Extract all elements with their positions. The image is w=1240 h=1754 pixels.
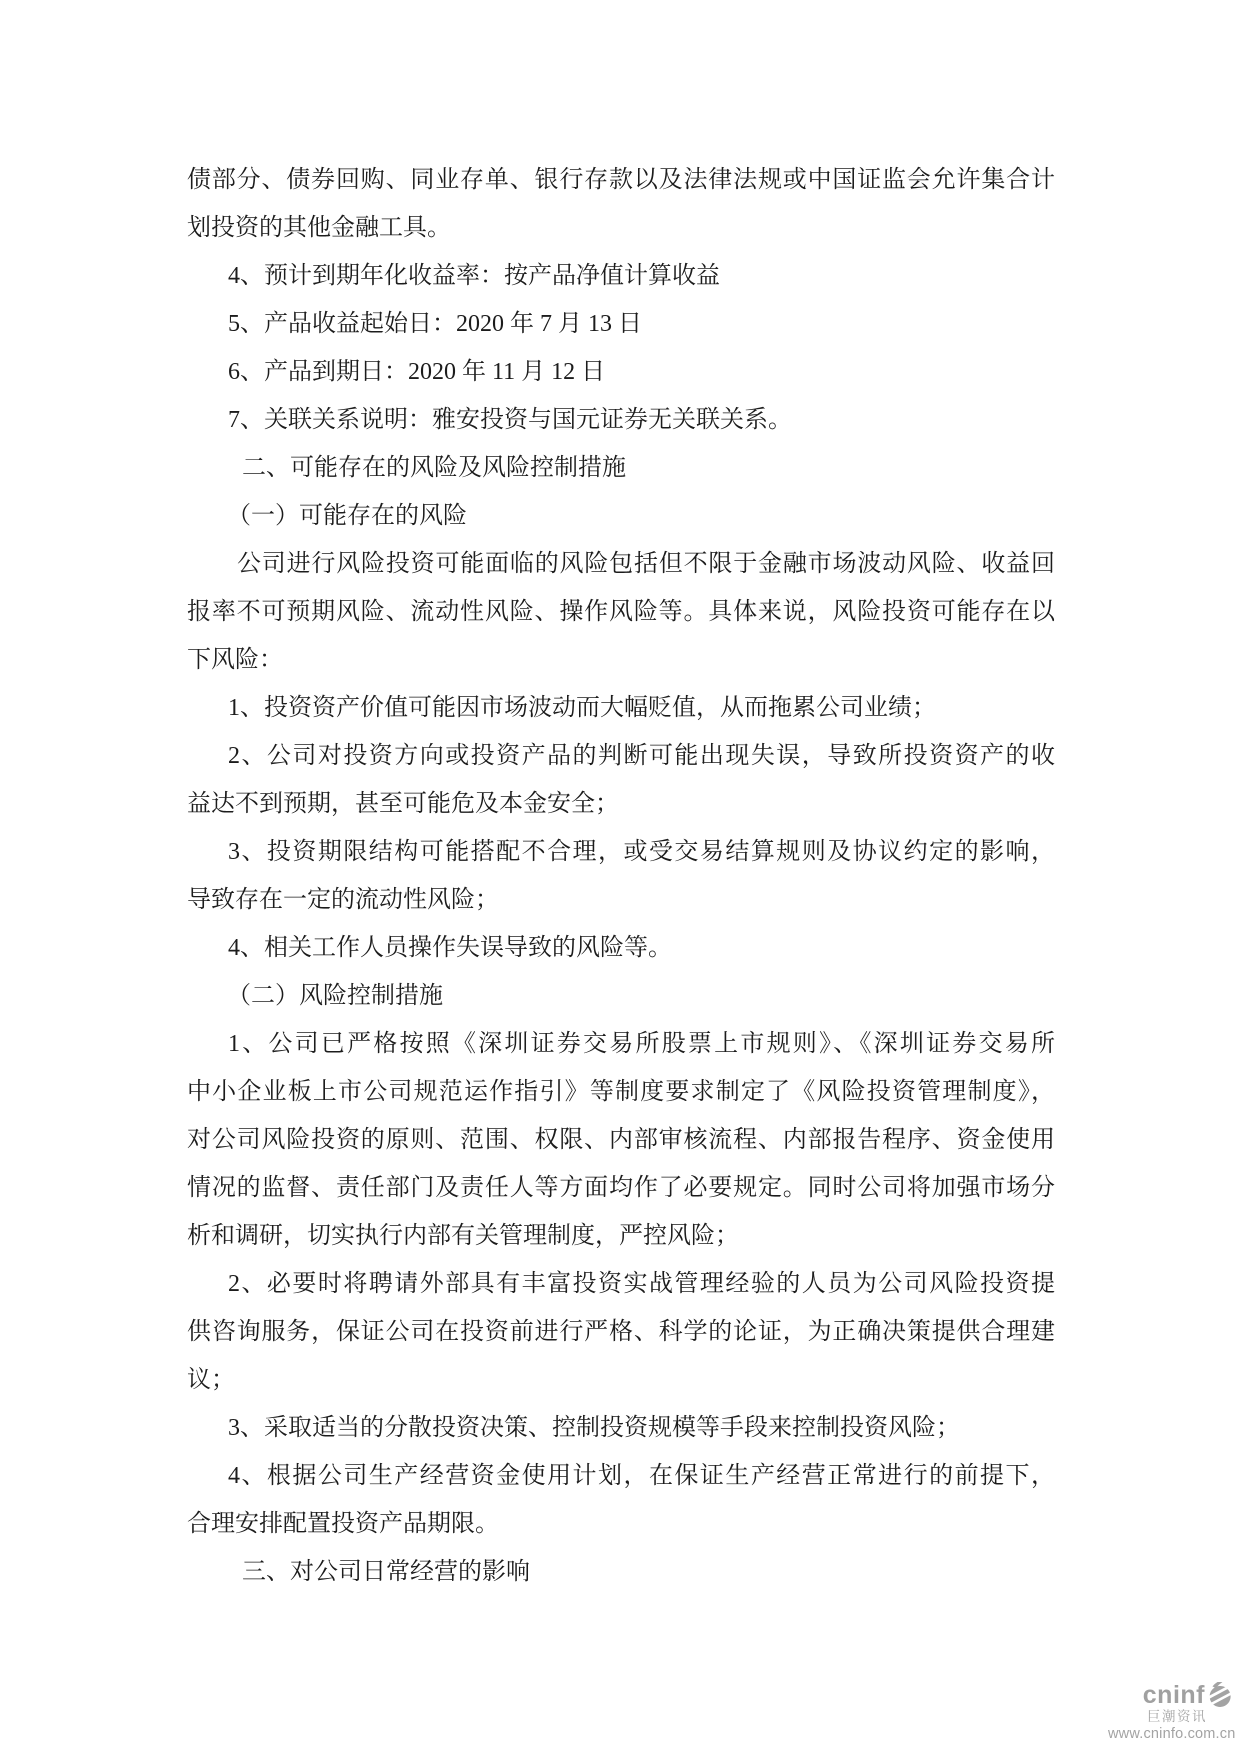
text-line: 对公司风险投资的原则、范围、权限、内部审核流程、内部报告程序、资金使用 — [187, 1127, 1055, 1153]
paragraph — [187, 828, 1055, 924]
text-line: 三、对公司日常经营的影响 — [242, 1559, 530, 1585]
paragraph — [187, 732, 1055, 828]
text-line: 合理安排配置投资产品期限。 — [187, 1511, 499, 1537]
text-line: 4、相关工作人员操作失误导致的风险等。 — [228, 935, 672, 961]
text-line: 1、公司已严格按照《深圳证券交易所股票上市规则》、《深圳证券交易所 — [228, 1031, 1055, 1057]
text-line: 报率不可预期风险、流动性风险、操作风险等。具体来说，风险投资可能存在以 — [187, 599, 1055, 625]
text-line: 议； — [187, 1367, 235, 1393]
paragraph — [187, 1452, 1055, 1548]
text-line: 3、采取适当的分散投资决策、控制投资规模等手段来控制投资风险； — [228, 1415, 960, 1441]
text-line: 3、投资期限结构可能搭配不合理，或受交易结算规则及协议约定的影响， — [228, 839, 1055, 865]
text-line: 导致存在一定的流动性风险； — [187, 887, 499, 913]
text-line: 益达不到预期，甚至可能危及本金安全； — [187, 791, 619, 817]
paragraph — [187, 396, 1055, 444]
text-line: 4、预计到期年化收益率：按产品净值计算收益 — [228, 263, 720, 289]
text-line: 下风险： — [187, 647, 283, 673]
text-line: 5、产品收益起始日：2020 年 7 月 13 日 — [228, 311, 642, 337]
text-line: 二、可能存在的风险及风险控制措施 — [242, 455, 626, 481]
cninfo-globe-icon — [1208, 1682, 1234, 1708]
text-line: （二）风险控制措施 — [227, 983, 443, 1009]
paragraph — [187, 252, 1055, 300]
text-line: 划投资的其他金融工具。 — [187, 215, 451, 241]
cninfo-site-url: www.cninfo.com.cn — [1108, 1725, 1236, 1742]
text-line: 析和调研，切实执行内部有关管理制度，严控风险； — [187, 1223, 739, 1249]
text-line: （一）可能存在的风险 — [227, 503, 467, 529]
paragraph — [187, 444, 1055, 492]
cninfo-watermark — [1108, 1682, 1234, 1743]
text-line: 6、产品到期日：2020 年 11 月 12 日 — [228, 359, 606, 385]
paragraph — [187, 300, 1055, 348]
text-line: 7、关联关系说明：雅安投资与国元证券无关联关系。 — [228, 407, 792, 433]
paragraph — [187, 348, 1055, 396]
text-line: 1、投资资产价值可能因市场波动而大幅贬值，从而拖累公司业绩； — [228, 695, 936, 721]
text-line: 公司进行风险投资可能面临的风险包括但不限于金融市场波动风险、收益回 — [237, 551, 1055, 577]
paragraph — [187, 540, 1055, 684]
paragraph — [187, 1548, 1055, 1596]
paragraph — [187, 924, 1055, 972]
text-line: 债部分、债券回购、同业存单、银行存款以及法律法规或中国证监会允许集合计 — [187, 167, 1055, 193]
paragraph — [187, 1260, 1055, 1404]
document-body — [187, 156, 1055, 1596]
text-line: 供咨询服务，保证公司在投资前进行严格、科学的论证，为正确决策提供合理建 — [187, 1319, 1055, 1345]
paragraph — [187, 972, 1055, 1020]
cninfo-logo-row — [1108, 1682, 1234, 1708]
cninfo-site-name: 巨潮资讯 — [1147, 1709, 1207, 1724]
paragraph — [187, 156, 1055, 252]
paragraph — [187, 1404, 1055, 1452]
text-line: 4、根据公司生产经营资金使用计划，在保证生产经营正常进行的前提下， — [228, 1463, 1055, 1489]
text-line: 中小企业板上市公司规范运作指引》等制度要求制定了《风险投资管理制度》， — [187, 1079, 1055, 1105]
paragraph — [187, 492, 1055, 540]
cninfo-brand-text: cninf — [1142, 1680, 1205, 1709]
text-line: 2、公司对投资方向或投资产品的判断可能出现失误，导致所投资资产的收 — [228, 743, 1055, 769]
text-line: 情况的监督、责任部门及责任人等方面均作了必要规定。同时公司将加强市场分 — [187, 1175, 1055, 1201]
paragraph — [187, 1020, 1055, 1260]
text-line: 2、必要时将聘请外部具有丰富投资实战管理经验的人员为公司风险投资提 — [228, 1271, 1055, 1297]
paragraph — [187, 684, 1055, 732]
